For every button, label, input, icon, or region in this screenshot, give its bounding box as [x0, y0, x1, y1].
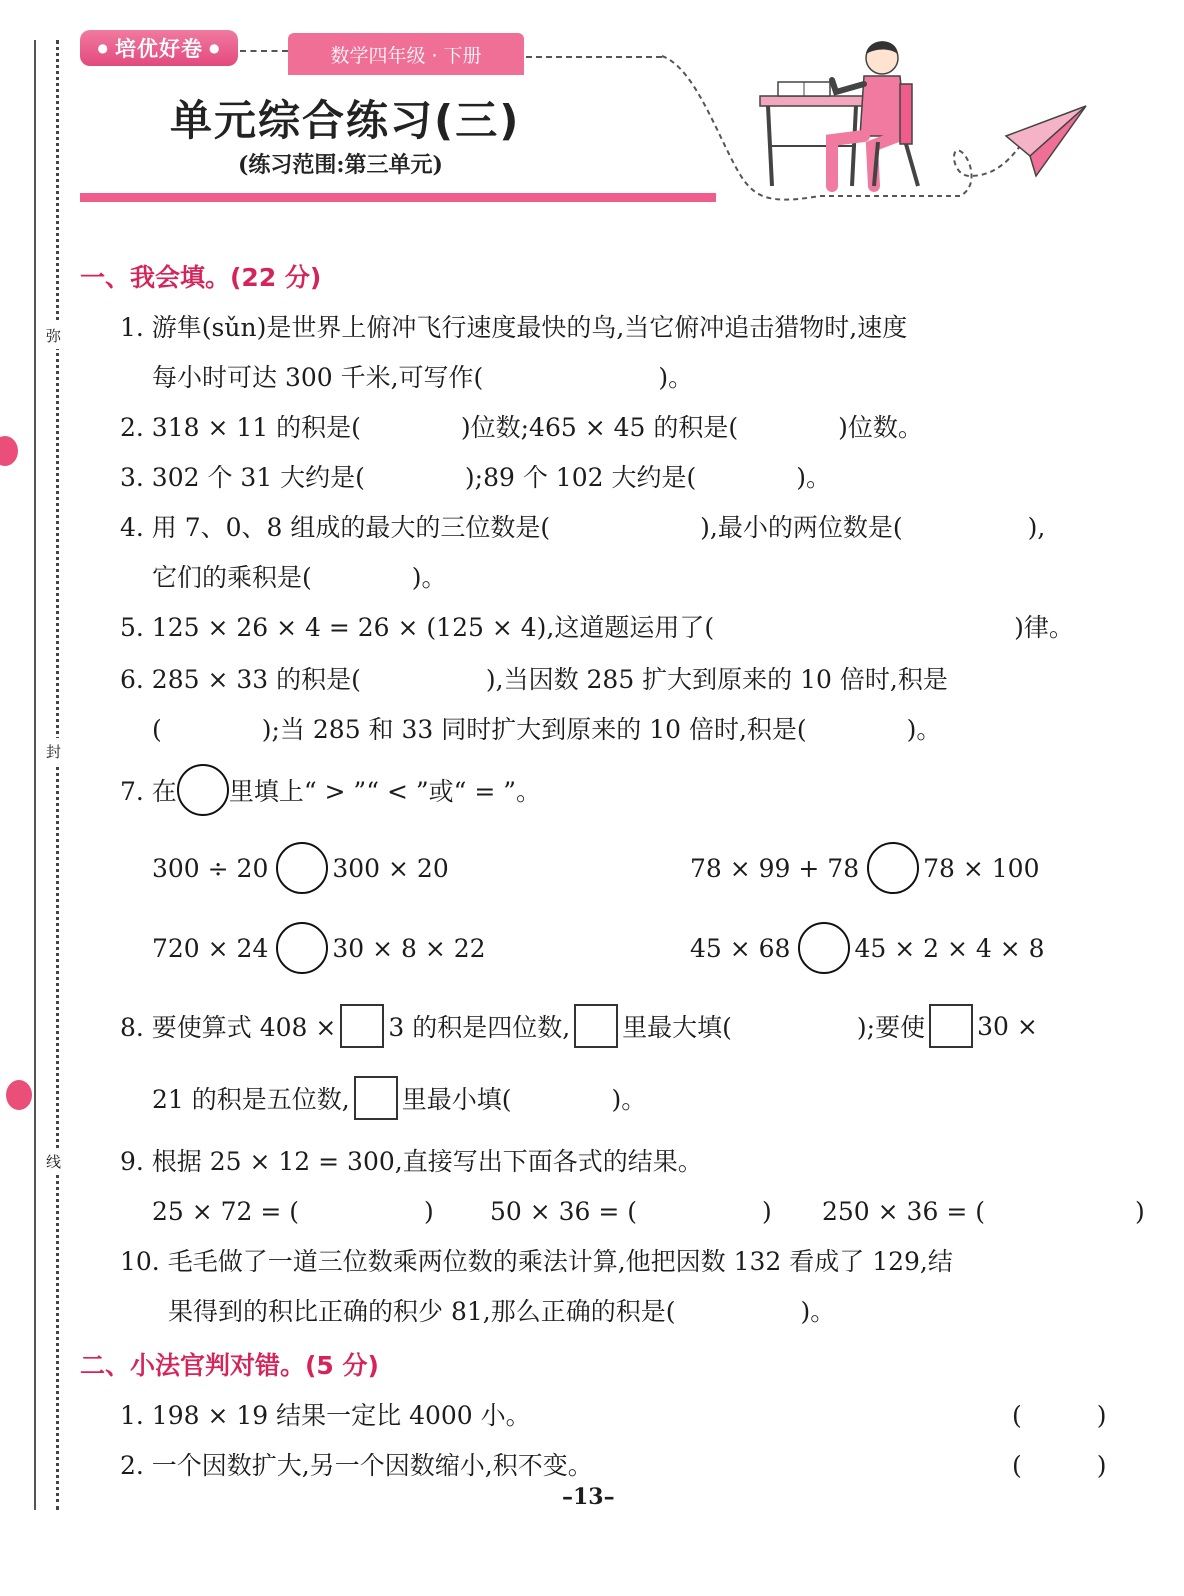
- question-8-text: 里最小填( )。: [401, 1085, 647, 1114]
- binding-mark: 封: [46, 738, 61, 765]
- compare-item: [152, 842, 449, 894]
- section-heading: 二、小法官判对错。(5 分): [80, 1351, 379, 1380]
- question-9-item: 25 × 72 = ( ): [152, 1197, 434, 1226]
- binding-mark: 弥: [46, 322, 61, 349]
- question-10-line-1: 10. 毛毛做了一道三位数乘两位数的乘法计算,他把因数 132 看成了 129,结: [120, 1247, 953, 1276]
- header-dash: [240, 50, 288, 52]
- question-9-item: 50 × 36 = ( ): [490, 1197, 772, 1226]
- dashed-path: [662, 56, 1020, 200]
- question-8-line-1: [120, 1004, 1038, 1048]
- compare-left: 720 × 24: [152, 933, 269, 963]
- header-dash: [526, 56, 662, 58]
- question-7-suffix: 里填上“ > ”“ < ”或“ = ”。: [228, 777, 542, 806]
- page-number: –13–: [562, 1484, 615, 1510]
- compare-left: 45 × 68: [690, 933, 791, 963]
- question-8-text: 21 的积是五位数,: [152, 1085, 350, 1114]
- compare-item: [690, 922, 1045, 974]
- question-8-text: 里最大填( );要使: [622, 1013, 926, 1042]
- paper-airplane-icon: [1006, 106, 1086, 176]
- compare-right: 300 × 20: [332, 853, 449, 883]
- question-5: 5. 125 × 26 × 4 = 26 × (125 × 4),这道题运用了( )律。: [120, 613, 1074, 642]
- judge-item: 2. 一个因数扩大,另一个因数缩小,积不变。: [120, 1451, 593, 1480]
- series-badge: ● 培优好卷 ●: [80, 30, 238, 66]
- compare-left: 300 ÷ 20: [152, 853, 269, 883]
- answer-circle[interactable]: [867, 842, 919, 894]
- answer-circle[interactable]: [798, 922, 850, 974]
- question-6-line-1: 6. 285 × 33 的积是( ),当因数 285 扩大到原来的 10 倍时,积是: [120, 665, 948, 694]
- question-9: 9. 根据 25 × 12 = 300,直接写出下面各式的结果。: [120, 1147, 703, 1176]
- page-title: 单元综合练习(三): [170, 96, 521, 145]
- answer-box[interactable]: [574, 1004, 618, 1048]
- title-underline: [80, 193, 716, 202]
- question-7: [120, 764, 541, 816]
- answer-box[interactable]: [354, 1076, 398, 1120]
- question-8-text: 3 的积是四位数,: [388, 1013, 571, 1042]
- binding-dotted-line: [56, 40, 59, 1510]
- answer-circle[interactable]: [177, 764, 229, 816]
- binding-hole-mark: [6, 1080, 32, 1110]
- compare-right: 45 × 2 × 4 × 8: [854, 933, 1045, 963]
- judge-item: 1. 198 × 19 结果一定比 4000 小。: [120, 1401, 531, 1430]
- question-4-line-1: 4. 用 7、0、8 组成的最大的三位数是( ),最小的两位数是( ),: [120, 513, 1046, 542]
- question-8-line-2: [152, 1076, 646, 1120]
- question-7-prefix: 7. 在: [120, 777, 177, 806]
- judge-answer[interactable]: ( ): [1012, 1451, 1107, 1480]
- question-9-item: 250 × 36 = ( ): [822, 1197, 1145, 1226]
- compare-right: 30 × 8 × 22: [332, 933, 486, 963]
- question-3: 3. 302 个 31 大约是( );89 个 102 大约是( )。: [120, 463, 831, 492]
- question-1-line-2: 每小时可达 300 千米,可写作( )。: [152, 363, 694, 392]
- compare-item: [690, 842, 1040, 894]
- compare-right: 78 × 100: [923, 853, 1040, 883]
- question-8-text: 30 ×: [977, 1011, 1038, 1041]
- answer-box[interactable]: [340, 1004, 384, 1048]
- student-illustration: [660, 36, 1100, 206]
- binding-mark: 线: [46, 1148, 61, 1175]
- boy-icon: [832, 41, 906, 186]
- answer-circle[interactable]: [276, 842, 328, 894]
- question-4-line-2: 它们的乘积是( )。: [152, 563, 447, 592]
- question-10-line-2: 果得到的积比正确的积少 81,那么正确的积是( )。: [168, 1297, 836, 1326]
- compare-item: [152, 922, 486, 974]
- section-heading: 一、我会填。(22 分): [80, 263, 322, 292]
- question-6-line-2: ( );当 285 和 33 同时扩大到原来的 10 倍时,积是( )。: [152, 715, 942, 744]
- book-tab: 数学四年级 · 下册: [288, 33, 524, 75]
- question-8-text: 8. 要使算式 408 ×: [120, 1013, 337, 1042]
- binding-hole-mark: [0, 436, 18, 466]
- page-subtitle: (练习范围:第三单元): [238, 152, 443, 178]
- judge-answer[interactable]: ( ): [1012, 1401, 1107, 1430]
- answer-circle[interactable]: [276, 922, 328, 974]
- compare-left: 78 × 99 + 78: [690, 853, 860, 883]
- binding-line: [34, 40, 36, 1510]
- question-2: 2. 318 × 11 的积是( )位数;465 × 45 的积是( )位数。: [120, 413, 923, 442]
- answer-box[interactable]: [929, 1004, 973, 1048]
- question-1-line-1: 1. 游隼(sǔn)是世界上俯冲飞行速度最快的鸟,当它俯冲追击猎物时,速度: [120, 313, 908, 342]
